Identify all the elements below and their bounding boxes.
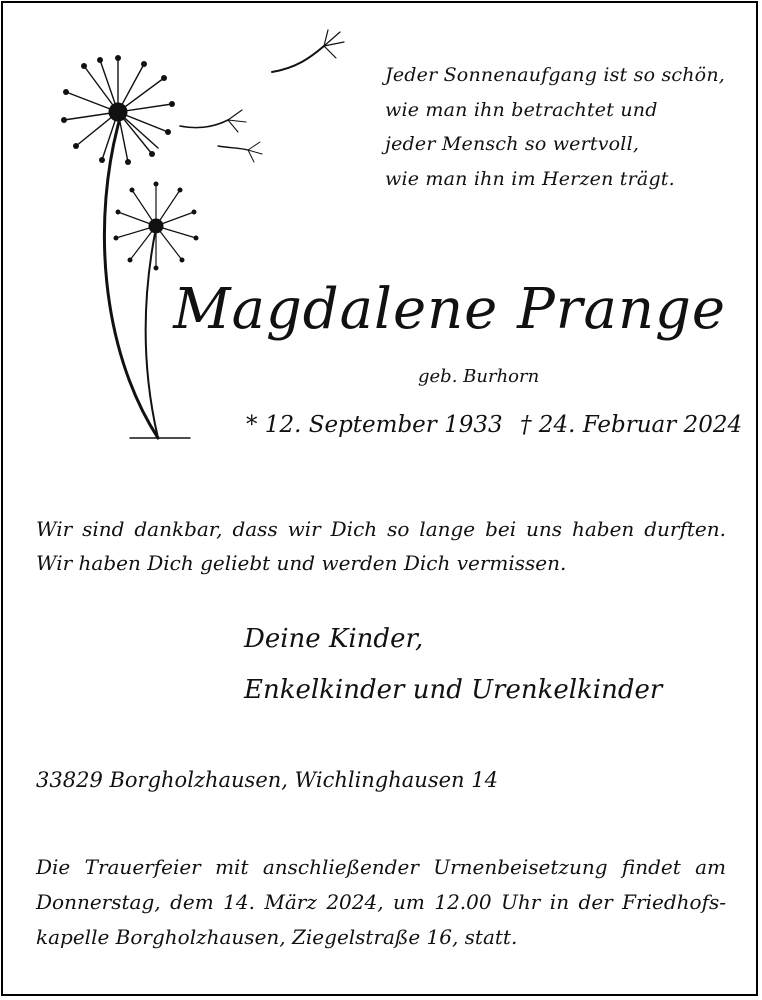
poem-line: wie man ihn im Herzen trägt. [385,167,675,190]
birth-date: * 12. September 1933 [246,412,503,438]
gratitude-text [36,512,726,580]
memorial-poem [385,58,745,196]
gratitude-line: Wir sind dankbar, dass wir Dich so lange bei uns haben durften. [36,517,726,541]
family-line: Deine Kinder, [244,624,424,654]
dandelion-illustration-icon [40,28,360,448]
ceremony-line: Donnerstag, dem 14. März 2024, um 12.00 Uhr in der Friedhofs- [36,890,726,914]
poem-line: wie man ihn betrachtet und [385,98,658,121]
family-line: Enkelkinder und Urenkelkinder [244,675,663,705]
poem-line: Jeder Sonnenaufgang ist so schön, [385,64,725,86]
poem-line: jeder Mensch so wertvoll, [385,133,640,155]
ceremony-line: kapelle Borgholzhausen, Ziegelstraße 16, statt. [36,925,518,949]
family-address: 33829 Borgholzhausen, Wichlinghausen 14 [36,768,498,792]
death-date: † 24. Februar 2024 [520,412,743,438]
family-signature [244,614,662,716]
maiden-name: geb. Burhorn [418,366,540,387]
ceremony-line: Die Trauerfeier mit anschließender Urnenbeisetzung findet am [36,855,726,879]
deceased-name: Magdalene Prange [173,277,726,342]
gratitude-line: Wir haben Dich geliebt und werden Dich vermissen. [36,551,567,575]
ceremony-notice [36,850,726,955]
